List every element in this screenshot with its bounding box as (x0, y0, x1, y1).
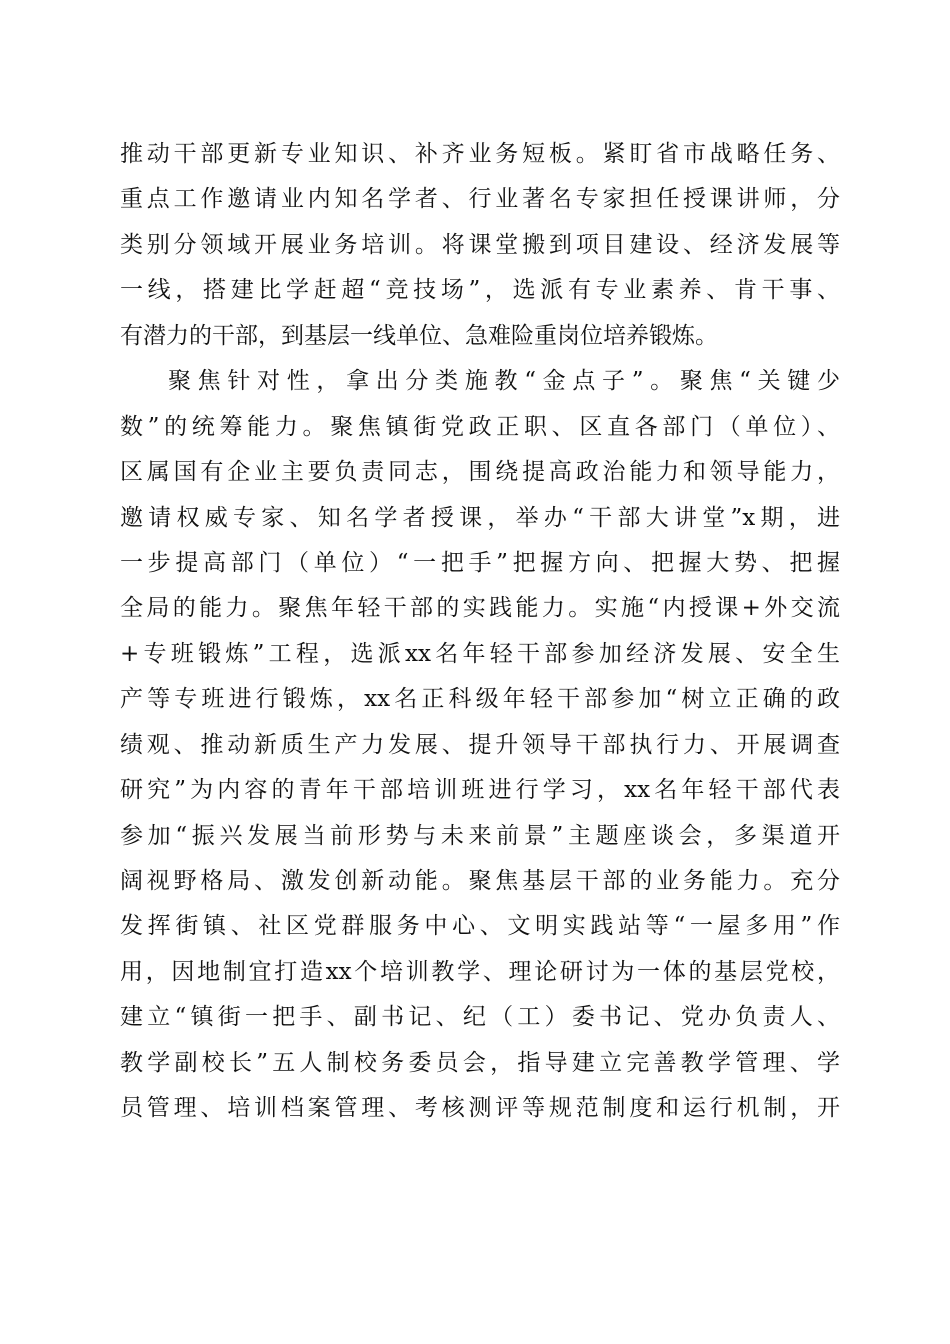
text-line-17: 阔视野格局、激发创新动能。聚焦基层干部的业务能力。充分 (120, 868, 840, 894)
text-line-22: 员管理、培训档案管理、考核测评等规范制度和运行机制，开 (120, 1095, 840, 1122)
text-line-14: 绩观、推动新质生产力发展、提升领导干部执行力、开展调查 (120, 731, 840, 758)
body-text (120, 132, 840, 1132)
text-line-18: 发挥街镇、社区党群服务中心、文明实践站等“一屋多用”作 (120, 913, 840, 940)
text-line-12: +专班锻炼”工程，选派xx名年轻干部参加经济发展、安全生 (120, 640, 840, 667)
text-line-16: 参加“振兴发展当前形势与未来前景”主题座谈会，多渠道开 (120, 822, 840, 849)
text-line-13: 产等专班进行锻炼，xx名正科级年轻干部参加“树立正确的政 (120, 686, 840, 713)
text-line-11: 全局的能力。聚焦年轻干部的实践能力。实施“内授课+外交流 (120, 595, 840, 622)
text-line-19: 用，因地制宜打造xx个培训教学、理论研讨为一体的基层党校， (120, 958, 840, 985)
text-line-9: 邀请权威专家、知名学者授课，举办“干部大讲堂”x期，进 (120, 504, 840, 531)
text-line-10: 一步提高部门（单位）“一把手”把握方向、把握大势、把握 (120, 549, 840, 576)
text-line-8: 区属国有企业主要负责同志，围绕提高政治能力和领导能力， (120, 459, 840, 486)
text-line-2: 重点工作邀请业内知名学者、行业著名专家担任授课讲师，分 (120, 186, 840, 213)
text-line-4: 一线，搭建比学赶超“竞技场”，选派有专业素养、肯干事、 (120, 277, 840, 304)
text-line-5: 有潜力的干部，到基层一线单位、急难险重岗位培养锻炼。 (120, 322, 718, 349)
text-line-15: 研究”为内容的青年干部培训班进行学习，xx名年轻干部代表 (120, 777, 840, 804)
text-line-7: 数”的统筹能力。聚焦镇街党政正职、区直各部门（单位）、 (120, 413, 840, 440)
text-line-3: 类别分领域开展业务培训。将课堂搬到项目建设、经济发展等 (120, 231, 840, 258)
text-line-1: 推动干部更新专业知识、补齐业务短板。紧盯省市战略任务、 (120, 141, 840, 167)
text-line-6: 聚焦针对性，拿出分类施教“金点子”。聚焦“关键少 (168, 368, 840, 395)
text-line-21: 教学副校长”五人制校务委员会，指导建立完善教学管理、学 (120, 1049, 840, 1076)
text-line-20: 建立“镇街一把手、副书记、纪（工）委书记、党办负责人、 (120, 1004, 840, 1031)
